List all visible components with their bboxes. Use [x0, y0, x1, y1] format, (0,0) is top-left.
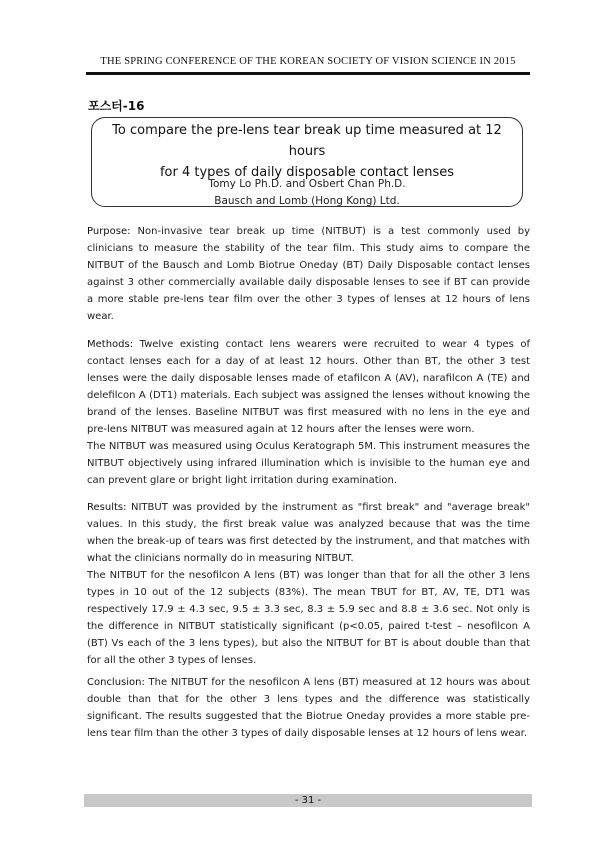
results-text: NITBUT was provided by the instrument as "first break" and "average break" values. In this study, the first break value was analyzed because that was the time when the break-up of tears was first detected by the instrument, and that matches with what the clinicians normally do in measuring NITBUT. [87, 502, 530, 564]
methods-text: Twelve existing contact lens wearers were recruited to wear 4 types of contact lenses each for a day of at least 12 hours. Other than BT, the other 3 test lenses were the daily disposable lenses made of etafilcon A (AV), narafilcon A (TE) and delefilcon A (DT1) materials. Each subject was assigned the lenses without knowing the brand of the lenses. Baseline NITBUT was first measured with no lens in the eye and pre-lens NITBUT was measured again at 12 hours after the lenses were worn. [87, 339, 530, 435]
conference-header: THE SPRING CONFERENCE OF THE KOREAN SOCIETY OF VISION SCIENCE IN 2015 [100, 56, 516, 67]
author-affiliation: Bausch and Lomb (Hong Kong) Ltd. [214, 195, 400, 207]
results-text-2: The NITBUT for the nesofilcon A lens (BT) was longer than that for all the other 3 lens types in 10 out of the 12 subjects (83%). The mean TBUT for BT, AV, TE, DT1 was respectively 17.9 ± 4.3 sec, 9.5 ± 3.3 sec, 8.3 ± 5.9 sec and 8.8 ± 3.6 sec. Not only is the difference in NITBUT statistically significant (p<0.05, paired t-test – nesofilcon A (BT) Vs each of the 3 lens types), but also the NITBUT for BT is about double than that for all the other 3 types of lenses. [87, 570, 530, 666]
methods-text-2: The NITBUT was measured using Oculus Keratograph 5M. This instrument measures the NITBUT objectively using infrared illumination which is invisible to the human eye and can prevent glare or bright light irritation during examination. [87, 441, 530, 486]
results-label: Results: [87, 502, 127, 513]
page-number: - 31 - [294, 795, 322, 806]
author-block [96, 176, 518, 210]
title-line-1: To compare the pre-lens tear break up time measured at 12 hours [112, 123, 502, 159]
methods-label: Methods: [87, 339, 134, 350]
poster-label: 포스터-16 [88, 99, 145, 113]
author-names: Tomy Lo Ph.D. and Osbert Chan Ph.D. [208, 178, 406, 190]
conclusion-label: Conclusion: [87, 677, 145, 688]
results-section [87, 499, 530, 669]
methods-section [87, 336, 530, 489]
purpose-text: Non-invasive tear break up time (NITBUT) is a test commonly used by clinicians to measure the stability of the tear film. This study aims to compare the NITBUT of the Bausch and Lomb Biotrue Oneday (BT) Daily Disposable contact lenses against 3 other commercially available daily disposable lenses to see if BT can provide a more stable pre-lens tear film over the other 3 types of lenses at 12 hours of lens wear. [87, 226, 530, 322]
purpose-section [87, 223, 530, 325]
conclusion-section [87, 674, 530, 742]
title-line-2: for 4 types of daily disposable contact lenses [159, 165, 455, 180]
header-rule [86, 72, 530, 75]
conclusion-text: The NITBUT for the nesofilcon A lens (BT) measured at 12 hours was about double than that for the other 3 lens types and the difference was statistically significant. The results suggested that the Biotrue Oneday provides a more stable pre-lens tear film than the other 3 types of daily disposable lenses at 12 hours of lens wear. [87, 677, 530, 739]
paper-title [96, 120, 518, 183]
purpose-label: Purpose: [87, 226, 131, 237]
